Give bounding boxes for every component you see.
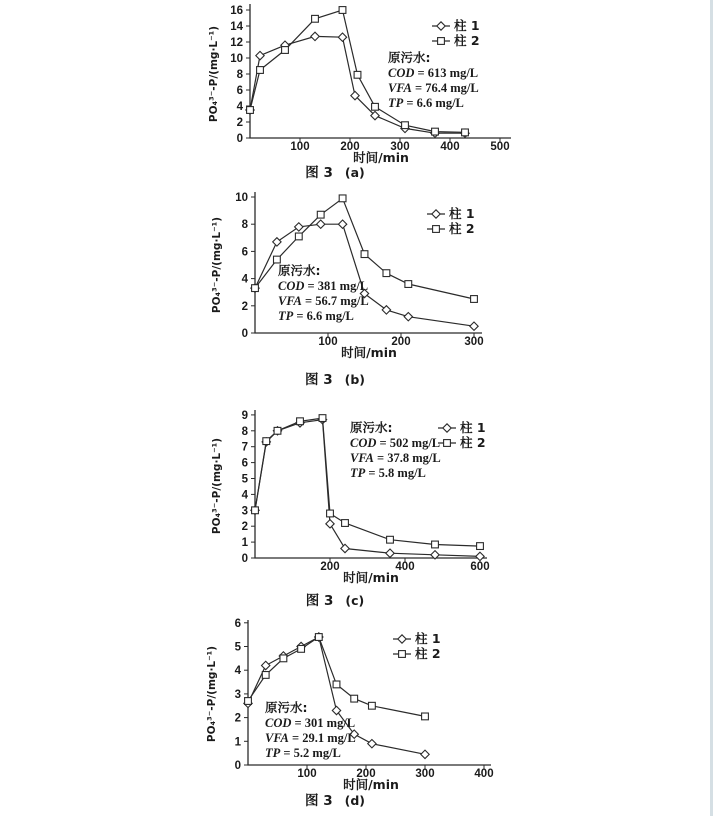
series-2-marker [295,233,302,240]
y-tick-label: 0 [241,553,248,565]
series-2-marker [282,47,289,54]
series-1-marker [338,220,346,228]
figure-caption [306,592,364,609]
series-1-marker [368,739,376,747]
y-tick-label: 2 [234,712,241,725]
legend-item [427,206,475,221]
caption-prefix: 图 3 [305,793,333,809]
series-1-marker [311,32,319,40]
legend-square-icon [433,226,440,233]
y-axis-label: PO₄³⁻-P/(mg·L⁻¹) [211,216,223,314]
x-tick-label: 300 [415,768,435,780]
y-tick-label: 12 [230,37,243,49]
series-2-marker [327,510,334,517]
legend-diamond-icon [432,210,440,218]
y-axis-label: PO₄³⁻-P/(mg·L⁻¹) [211,437,223,535]
y-tick-label: 0 [234,760,241,772]
y-tick-label: 3 [241,505,248,518]
annotation-box [265,700,356,760]
series-1-marker [273,238,281,246]
x-tick-label: 200 [340,141,360,153]
series-1-marker [341,544,349,552]
annotation-var: COD [388,66,415,80]
series-2-marker [422,713,429,720]
annotation-value: = 29.1 mg/L [288,731,356,745]
series-2-marker [339,195,346,202]
legend-square-icon [438,38,445,45]
series-2-marker [432,541,439,548]
series-2-marker [333,681,340,688]
caption-suffix: (d) [344,793,365,808]
series-2-marker [252,507,259,514]
y-tick-label: 3 [234,688,241,701]
legend-diamond-icon [443,424,451,432]
caption-suffix: (c) [345,593,365,608]
annotation-box [278,263,369,323]
y-tick-label: 7 [241,441,248,454]
series-2-marker [361,251,368,258]
annotation-value: = 301 mg/L [291,716,356,730]
caption-prefix: 图 3 [305,165,333,181]
legend-square-icon [444,440,451,447]
annotation-var: VFA [278,294,302,308]
series-1-marker [295,223,303,231]
legend-label: 柱 2 [449,221,475,236]
annotation-value: = 37.8 mg/L [373,451,441,465]
x-tick-label: 200 [391,336,411,348]
scan-edge-line [710,0,713,816]
x-tick-label: 400 [440,141,460,153]
annotation-line [388,66,478,80]
annotation-value: = 6.6 mg/L [293,309,354,323]
x-tick-label: 400 [474,768,494,780]
y-tick-label: 4 [236,101,243,113]
series-2-marker [312,15,319,22]
series-2-marker [471,296,478,303]
annotation-line [278,279,368,293]
series-1-marker [317,220,325,228]
y-tick-label: 0 [241,328,248,340]
series-2-marker [317,211,324,218]
legend-item [438,420,486,435]
series-1-marker [421,750,429,758]
annotation-var: TP [278,309,294,323]
x-tick-label: 600 [470,561,490,573]
annotation-value: = 56.7 mg/L [301,294,369,308]
series-2-marker [245,698,252,705]
x-tick-label: 200 [320,561,340,573]
caption-prefix: 图 3 [305,593,334,609]
y-tick-label: 14 [230,21,243,33]
legend-diamond-icon [398,635,406,643]
figure-3c [195,400,535,617]
annotation-line [278,309,354,323]
chart-a-svg [195,0,535,188]
legend-item [393,646,441,661]
series-1-marker [338,33,346,41]
legend-diamond-icon [437,22,445,30]
annotation-var: COD [265,716,292,730]
y-tick-label: 6 [241,246,248,259]
annotation-line [350,436,440,450]
annotation-var: VFA [265,731,289,745]
caption-prefix: 图 3 [305,372,333,388]
legend-item [393,631,441,646]
x-tick-label: 100 [297,768,317,780]
annotation-box [388,50,479,110]
y-tick-label: 16 [230,5,243,17]
annotation-value: = 6.6 mg/L [403,96,464,110]
series-2-marker [432,128,439,135]
legend [427,206,475,236]
legend-item [432,18,480,33]
x-tick-label: 300 [464,336,484,348]
annotation-box [350,420,441,480]
y-tick-label: 6 [234,618,241,630]
chart-d-svg [195,618,535,816]
legend-item [432,33,480,48]
y-axis-label: PO₄³⁻-P/(mg·L⁻¹) [206,645,218,743]
series-1-marker [332,706,340,714]
y-tick-label: 6 [236,85,243,97]
series-2-marker [262,672,269,679]
figure-caption [305,792,365,809]
legend-label: 柱 2 [415,646,441,661]
y-tick-label: 2 [241,300,248,313]
x-tick-label: 100 [318,336,338,348]
series-2-marker [280,655,287,662]
annotation-value: = 381 mg/L [304,279,369,293]
chart-c-svg [195,400,535,612]
annotation-line [265,746,341,760]
y-tick-label: 2 [236,117,243,129]
series-2-marker [402,122,409,129]
annotation-var: COD [278,279,305,293]
annotation-value: = 502 mg/L [376,436,441,450]
y-tick-label: 10 [230,53,243,65]
y-tick-label: 8 [241,219,248,232]
annotation-value: = 613 mg/L [414,66,479,80]
series-1-marker [326,520,334,528]
y-tick-label: 4 [241,273,248,286]
series-1-marker [256,51,264,59]
axes [235,192,483,348]
y-tick-label: 6 [241,457,248,470]
annotation-line [265,716,355,730]
legend-label: 柱 2 [460,435,486,450]
legend-label: 柱 1 [415,631,441,646]
series-1-marker [404,312,412,320]
series-1-marker [382,306,390,314]
series-2-marker [247,107,254,114]
annotation-value: = 76.4 mg/L [411,81,479,95]
legend-item [438,435,486,450]
series-2-marker [319,415,326,422]
y-tick-label: 1 [234,736,241,749]
y-tick-label: 5 [234,641,241,654]
annotation-title: 原污水: [278,263,321,278]
annotation-line [278,294,369,308]
series-1-marker [476,552,484,560]
series-1-marker [386,549,394,557]
series-2-marker [405,281,412,288]
figure-caption [305,164,364,181]
annotation-var: VFA [388,81,412,95]
series-1-marker [470,322,478,330]
annotation-line [265,731,356,745]
series-2-marker [315,634,322,641]
legend-label: 柱 1 [460,420,486,435]
annotation-title: 原污水: [388,50,431,65]
legend-item [427,221,475,236]
legend-square-icon [399,651,406,658]
caption-suffix: (b) [344,372,365,387]
figure-3a [195,0,535,193]
series-2-marker [354,71,361,78]
x-axis-label: 时间/min [353,150,409,165]
y-tick-label: 5 [241,473,248,486]
annotation-title: 原污水: [350,420,393,435]
y-tick-label: 0 [236,133,243,145]
y-tick-label: 10 [235,192,248,204]
annotation-line [350,451,441,465]
legend-label: 柱 1 [449,206,475,221]
series-2-marker [274,427,281,434]
series-2-marker [342,520,349,527]
series-2-marker [351,695,358,702]
annotation-var: TP [388,96,404,110]
series-2-marker [369,702,376,709]
chart-b-svg [195,190,535,395]
figure-3b [195,190,535,400]
y-tick-label: 9 [241,409,248,422]
y-tick-label: 4 [241,489,248,502]
x-tick-label: 500 [490,141,510,153]
series-2-marker [297,418,304,425]
y-tick-label: 1 [241,537,248,550]
series-2-marker [257,67,264,74]
annotation-value: = 5.8 mg/L [365,466,426,480]
series-1-marker [262,661,270,669]
y-tick-label: 8 [236,69,243,81]
series-2-marker [274,256,281,263]
figure-caption [305,371,365,388]
annotation-title: 原污水: [265,700,308,715]
caption-suffix: (a) [344,165,365,180]
x-axis-label: 时间/min [343,777,399,792]
y-tick-label: 2 [241,521,248,534]
annotation-var: TP [265,746,281,760]
series-2-marker [387,536,394,543]
series-2-marker [477,543,484,550]
series-2-marker [298,645,305,652]
y-tick-label: 8 [241,425,248,438]
series-2-marker [372,103,379,110]
legend-label: 柱 2 [454,33,480,48]
annotation-value: = 5.2 mg/L [280,746,341,760]
series-2-marker [263,438,270,445]
x-tick-label: 300 [390,141,410,153]
annotation-line [388,96,464,110]
legend [393,631,441,661]
x-axis-label: 时间/min [341,345,397,360]
y-tick-label: 4 [234,665,241,678]
annotation-var: COD [350,436,377,450]
x-axis-label: 时间/min [343,570,399,585]
annotation-var: VFA [350,451,374,465]
x-tick-label: 200 [356,768,376,780]
series-2-marker [252,285,259,292]
series-2-marker [339,7,346,14]
annotation-line [350,466,426,480]
series-2-marker [462,129,469,136]
annotation-var: TP [350,466,366,480]
legend [432,18,480,48]
figure-3d [195,618,535,816]
x-tick-label: 100 [290,141,310,153]
series-2-marker [383,270,390,277]
annotation-line [388,81,479,95]
x-tick-label: 400 [395,561,415,573]
legend-label: 柱 1 [454,18,480,33]
y-axis-label: PO₄³⁻-P/(mg·L⁻¹) [208,25,220,123]
legend [438,420,486,450]
